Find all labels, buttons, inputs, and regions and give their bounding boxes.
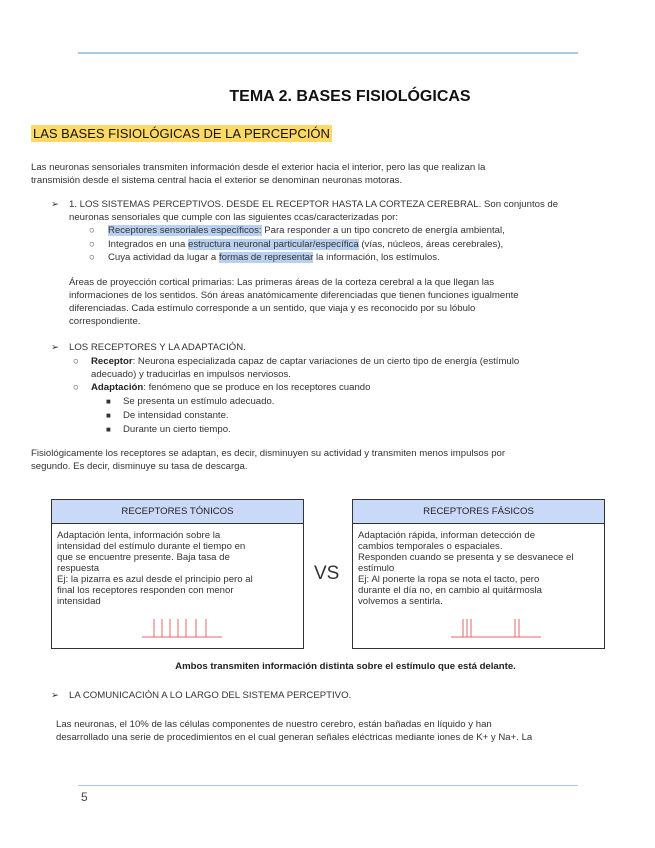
page-number: 5 — [81, 790, 88, 804]
tonic-line: final los receptores responden con menor — [57, 585, 234, 596]
square-bullet-icon: ■ — [106, 397, 111, 406]
s1-item-3: Cuya actividad da lugar a formas de representar la información, los estímulos. — [108, 252, 440, 263]
tonic-line: intensidad — [57, 596, 101, 607]
receptor-line-2: adecuado) y traducirlas en impulsos nerviosos. — [91, 369, 291, 380]
square-bullet-icon: ■ — [106, 425, 111, 434]
footer-rule — [78, 785, 578, 786]
receptor-line-1: Receptor: Neurona especializada capaz de captar variaciones de un cierto tipo de energía (estímulo — [91, 356, 520, 367]
phasic-line: Adaptación rápida, informan detección de — [358, 530, 536, 541]
physio-line-1: Fisiológicamente los receptores se adaptan, es decir, disminuyen su actividad y transmiten menos impulsos por — [31, 448, 506, 459]
phasic-header: RECEPTORES FÁSICOS — [353, 500, 604, 524]
header-rule — [78, 52, 578, 54]
circle-bullet-icon: ○ — [89, 239, 95, 250]
physio-line-2: segundo. Es decir, disminuye su tasa de descarga. — [31, 461, 248, 472]
circle-bullet-icon: ○ — [89, 225, 95, 236]
phasic-line: Responden cuando se presenta y se desvanece el — [358, 552, 574, 563]
adapt-item-2: De intensidad constante. — [123, 410, 229, 421]
phasic-line: cambios temporales o espaciales. — [358, 541, 503, 552]
phasic-spike-train-icon — [451, 615, 541, 641]
phasic-line: estímulo — [358, 563, 395, 574]
tonic-body — [52, 524, 303, 607]
arrow-bullet-icon: ➢ — [51, 690, 60, 701]
areas-line-4: correspondiente. — [69, 316, 141, 327]
s3-heading: LA COMUNICACIÓN A LO LARGO DEL SISTEMA PERCEPTIVO. — [69, 690, 352, 701]
adaptacion-line: Adaptación: fenómeno que se produce en los receptores cuando — [91, 382, 371, 393]
intro-line-2: transmisión desde el sistema central hacia el exterior se denominan neuronas motoras. — [31, 175, 403, 186]
s3-line-2: desarrollado una serie de procedimientos en el cual generan señales eléctricas mediante iones de K+ y Na+. La — [56, 732, 533, 743]
page-title: TEMA 2. BASES FISIOLÓGICAS — [229, 88, 471, 105]
circle-bullet-icon: ○ — [73, 356, 79, 367]
both-transmit-note: Ambos transmiten información distinta sobre el estímulo que está delante. — [175, 661, 516, 672]
adapt-item-3: Durante un cierto tiempo. — [123, 424, 231, 435]
intro-line-1: Las neuronas sensoriales transmiten información desde el exterior hacia el interior, pero las que realizan la — [31, 162, 486, 173]
arrow-bullet-icon: ➢ — [51, 342, 60, 353]
phasic-receptors-box — [352, 499, 605, 649]
adapt-item-1: Se presenta un estímulo adecuado. — [123, 396, 275, 407]
tonic-line: Ej: la pizarra es azul desde el principio pero al — [57, 574, 253, 585]
s1-item-1: Receptores sensoriales específicos: Para responder a un tipo concreto de energía ambiental, — [108, 225, 505, 236]
s2-heading: LOS RECEPTORES Y LA ADAPTACIÓN. — [69, 342, 246, 353]
s3-line-1: Las neuronas, el 10% de las células componentes de nuestro cerebro, están bañadas en líquido y han — [56, 719, 492, 730]
tonic-line: que se encuentre presente. Baja tasa de — [57, 552, 230, 563]
versus-label: VS — [314, 563, 340, 584]
s1-line-1: 1. LOS SISTEMAS PERCEPTIVOS. DESDE EL RECEPTOR HASTA LA CORTEZA CEREBRAL. Son conjuntos de — [69, 199, 559, 210]
tonic-line: Adaptación lenta, información sobre la — [57, 530, 221, 541]
tonic-line: respuesta — [57, 563, 100, 574]
square-bullet-icon: ■ — [106, 411, 111, 420]
tonic-spike-train-icon — [142, 615, 222, 641]
section-title: LAS BASES FISIOLÓGICAS DE LA PERCEPCIÓN — [33, 126, 330, 141]
areas-line-3: diferenciadas. Cada estímulo corresponde a un sentido, que viaja y es reconocido por su lóbulo — [69, 303, 476, 314]
circle-bullet-icon: ○ — [73, 382, 79, 393]
s1-line-2: neuronas sensoriales que cumple con las siguientes ccas/caracterizadas por: — [69, 212, 399, 223]
tonic-receptors-box — [51, 499, 304, 649]
tonic-line: intensidad del estímulo durante el tiempo en — [57, 541, 246, 552]
areas-line-2: informaciones de los sentidos. Són áreas anatómicamente diferenciadas que tienen funciones igualmente — [69, 290, 519, 301]
phasic-line: durante el día no, en cambio al quitármosla — [358, 585, 542, 596]
s1-item-2: Integrados en una estructura neuronal particular/específica (vías, núcleos, áreas cerebrales), — [108, 239, 504, 250]
phasic-body — [353, 524, 604, 607]
areas-line-1: Áreas de proyección cortical primarias: Las primeras áreas de la corteza cerebral a la que llegan las — [69, 277, 494, 288]
phasic-line: Ej: Al ponerte la ropa se nota el tacto, pero — [358, 574, 540, 585]
tonic-header: RECEPTORES TÓNICOS — [52, 500, 303, 524]
circle-bullet-icon: ○ — [89, 252, 95, 263]
phasic-line: volvemos a sentirla. — [358, 596, 443, 607]
arrow-bullet-icon: ➢ — [51, 199, 60, 210]
